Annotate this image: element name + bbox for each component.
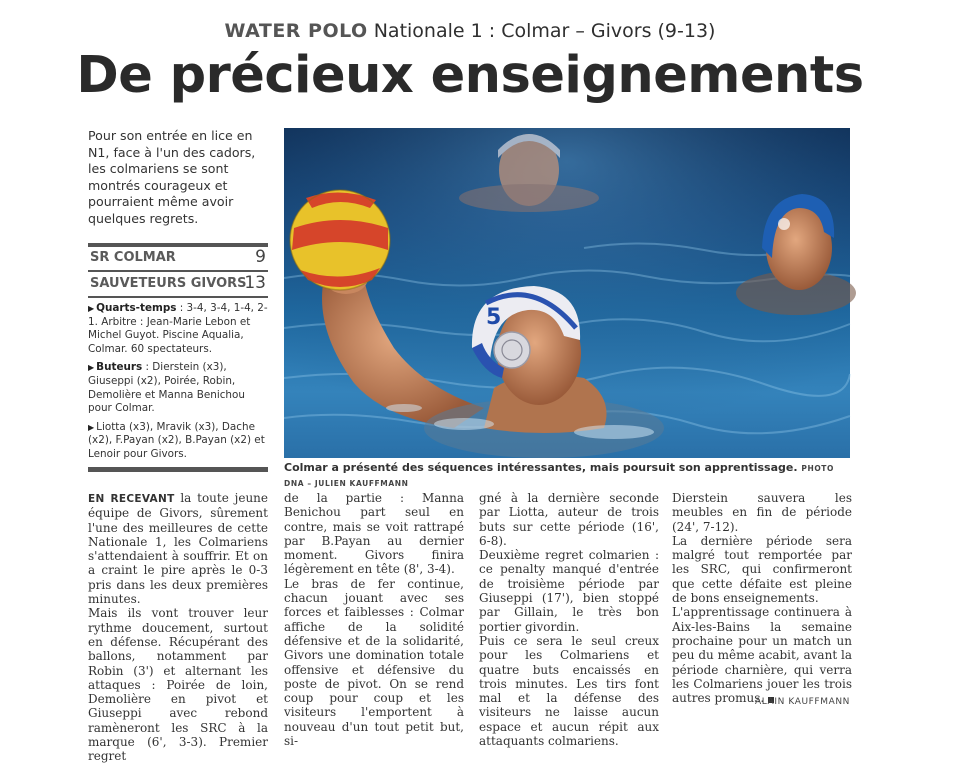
article-column-3 [479,491,659,749]
fact-text: : 3-4, 3-4, 1-4, 2-1. Arbitre : Jean-Marie Lebon et Michel Guyot. Piscine Aqualia, Colmar. 60 spectateurs. [88,302,268,355]
article-paragraph: Mais ils vont trouver leur rythme doucement, surtout en défense. Récupérant des ballons, notamment par Robin (3') et alternant les attaques : Poirée de loin, Demolière en pivot et Giuseppi avec rebond ramèneront les SRC à la marque (6', 3-3). Premier regret [88,606,268,764]
score-bottom-rule [88,296,268,298]
fact-label: Quarts-temps [96,302,177,314]
ball [290,190,390,290]
team-score: 9 [255,247,266,267]
fact-text: : Dierstein (x3), Giuseppi (x2), Poirée, Robin, Demolière et Manna Benichou pour Colmar. [88,361,245,415]
score-middle-rule [88,270,268,272]
article-paragraph: Le bras de fer continue, chacun jouant avec ses forces et faiblesses : Colmar affiche de la solidité défensive et de la solidarité, Givors une domination totale offensive et défensive du poste de pivot. On se rend coup pour coup et les visiteurs l'emportent à nouveau d'un tout petit but, si- [284,576,464,749]
water-polo-photo-illustration [284,128,850,458]
photo-credit: PHOTO DNA – JULIEN KAUFFMANN [284,464,835,488]
article-column-2 [284,491,464,749]
photo-caption [284,461,854,491]
cap-number: 5 [486,305,502,330]
sport-label: WATER POLO [224,20,368,42]
fact-label: Buteurs [96,361,143,374]
author-signature: ALAIN KAUFFMANN [754,697,850,707]
article-column-1 [88,491,268,764]
article-paragraph: La dernière période sera malgré tout remportée par les SRC, qui confirmeront que cette défaite est pleine de bons enseignements. [672,533,852,606]
article-paragraph [672,605,852,705]
triangle-bullet-icon: ▶ [88,422,95,432]
team-name: SR COLMAR [90,250,176,265]
lead-paragraph: Pour son entrée en lice en N1, face à l'un des cadors, les colmariens se sont montrés courageux et pourraient même avoir quelques regrets. [88,128,256,226]
article-paragraph: Deuxième regret colmarien : ce penalty manqué d'entrée de troisième période par Giuseppi (17'), bien stoppé par Gillain, le très bon portier givordin. [479,548,659,634]
paragraph-text: la toute jeune équipe de Givors, sûrement l'une des meilleures de cette Nationale 1, les Colmariens s'attendaient à souffrir. Et on a craint le pire après le 0-3 pris dans les deux premières minutes. [88,491,268,607]
article-paragraph: Dierstein sauvera les meubles en fin de période (24', 7-12). [672,491,852,534]
triangle-bullet-icon: ▶ [88,363,95,373]
facts-bottom-rule [88,467,268,472]
score-row-home [88,247,268,269]
team-score: 13 [244,273,266,293]
paragraph-text: L'apprentissage continuera à Aix-les-Bains la semaine prochaine pour un match un peu du même acabit, avant la période charnière, qui verra les Colmariens jouer les trois autres promus. [672,605,852,706]
match-label: Nationale 1 : Colmar – Givors (9-13) [373,20,716,42]
article-paragraph: Puis ce sera le seul creux pour les Colmariens et quatre buts encaissés en trois minutes. Les tirs font mal et la défense des visiteurs ne laisse aucun espace et aucun répit aux attaquants colmariens. [479,633,659,749]
triangle-bullet-icon: ▶ [88,304,95,313]
match-photo [284,128,850,458]
fact-text: Liotta (x3), Mravik (x3), Dache (x2), F.Payan (x2), B.Payan (x2) et Lenoir pour Givors. [88,420,265,460]
section-kicker [0,20,940,42]
fact-quarters [88,302,270,356]
article-paragraph: gné à la dernière seconde par Liotta, auteur de trois buts sur cette période (16', 6-8). [479,491,659,548]
article-paragraph [88,491,268,606]
team-name: SAUVETEURS GIVORS [90,276,247,291]
match-facts [88,302,270,467]
fact-scorers-colmar [88,361,270,415]
fact-scorers-givors [88,421,270,462]
article-paragraph: de la partie : Manna Benichou part seul en contre, mais se voit rattrapé par B.Payan au dernier moment. Givors finira légèrement en tête (8', 3-4). [284,491,464,577]
caption-text: Colmar a présenté des séquences intéressantes, mais poursuit son apprentissage. [284,461,798,474]
page-title: De précieux enseignements [76,46,864,105]
intro-words: EN RECEVANT [88,493,175,505]
score-row-away [88,273,268,295]
